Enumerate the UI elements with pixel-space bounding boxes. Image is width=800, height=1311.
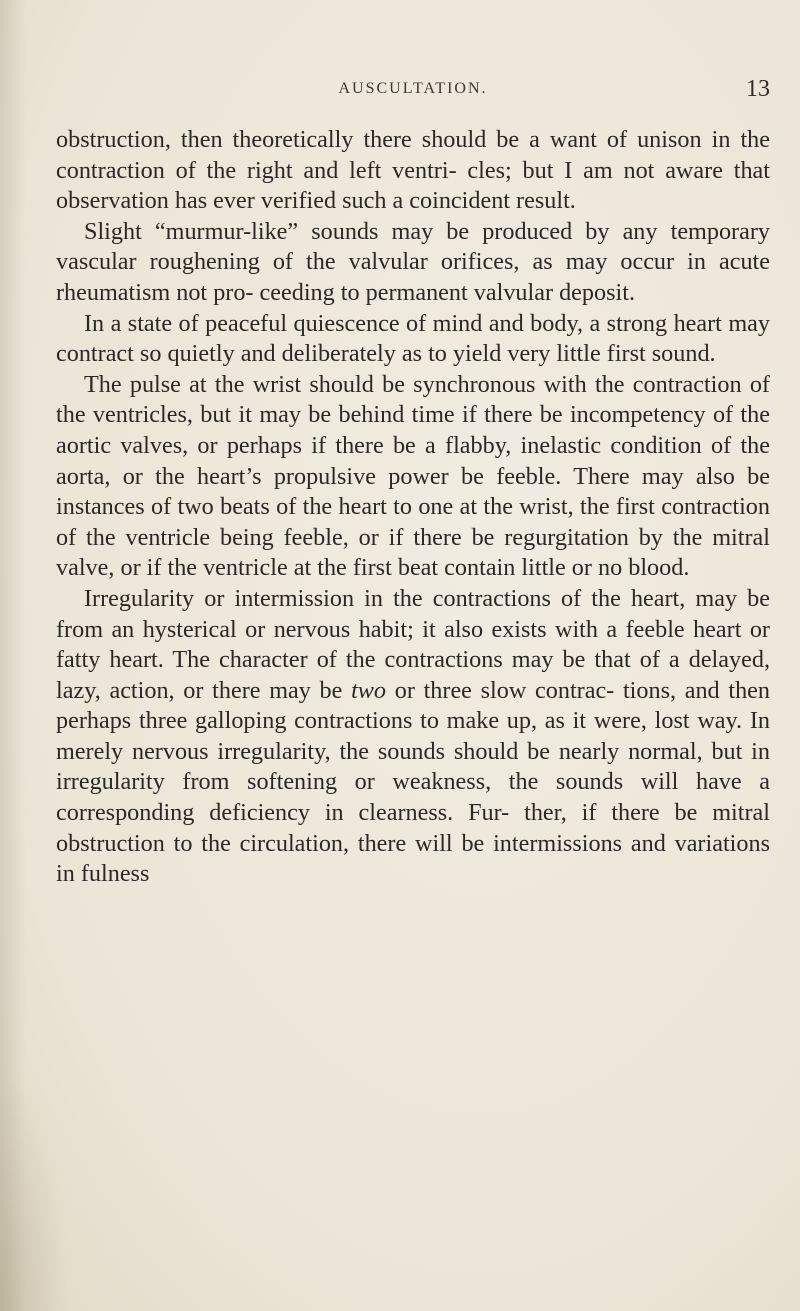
italic-emphasis: two: [351, 676, 387, 704]
paragraph-irregularity: [56, 584, 770, 890]
paragraph-obstruction: obstruction, then theoretically there should be a want of unison in the contraction of the right and left ventri- cles; but I am not aware that observation has ever verified such a coincident result.: [56, 126, 770, 215]
running-head: AUSCULTATION.: [338, 80, 488, 97]
paper-stain: [0, 1051, 70, 1311]
page-number: 13: [746, 76, 770, 102]
paragraph-quiescence: In a state of peaceful quiescence of mind and body, a strong heart may contract so quietly and deliberately as to yield very little first sound.: [56, 309, 770, 368]
page-header: [56, 76, 770, 106]
paragraph-murmur-like: Slight “murmur-like” sounds may be produced by any temporary vascular roughening of the valvular orifices, as may occur in acute rheumatism not pro- ceeding to permanent valvular deposit.: [56, 217, 770, 306]
irregularity-text-start: Irregularity or intermission in the contractions of the heart, may be from an hysterical or nervous habit; it also exists with a feeble heart or fatty heart. The character of the contractions may be that of a delayed, lazy, action, or there may be: [56, 584, 770, 704]
irregularity-text-end: or three slow contrac- tions, and then perhaps three galloping contractions to make up, as it were, lost way. In merely nervous irregularity, the sounds should be nearly normal, but in irregularity from softening or weakness, the sounds will have a corresponding deficiency in clearness. Fur- ther, if there be mitral obstruction to the circulation, there will be intermissions and variations in fulness: [56, 676, 770, 888]
paragraph-pulse: The pulse at the wrist should be synchronous with the contraction of the ventricles, but it may be behind time if there be incompetency of the aortic valves, or perhaps if there be a flabby, inelastic condition of the aorta, or the heart’s propulsive power be feeble. There may also be instances of two beats of the heart to one at the wrist, the first contraction of the ventricle being feeble, or if there be regurgitation by the mitral valve, or if the ventricle at the first beat contain little or no blood.: [56, 370, 770, 582]
body-text: [56, 125, 770, 890]
